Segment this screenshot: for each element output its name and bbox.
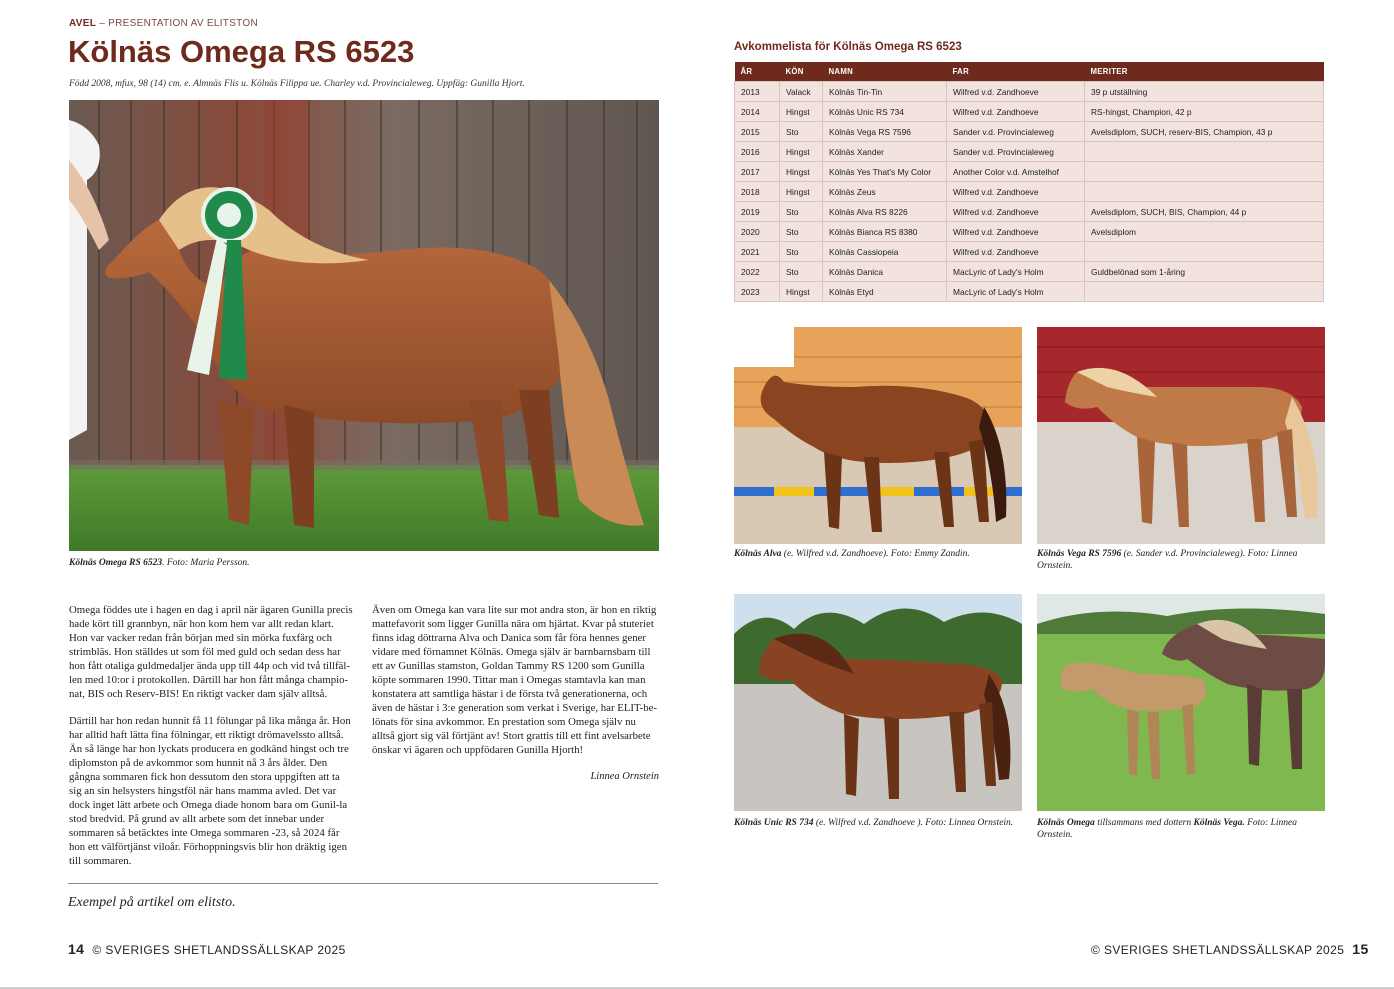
main-photo <box>69 100 659 551</box>
cell-sex: Sto <box>780 122 823 142</box>
cell-sex: Hingst <box>780 102 823 122</box>
cell-name: Kölnäs Yes That's My Color <box>823 162 947 182</box>
cell-year: 2023 <box>735 282 780 302</box>
column-header-sex: KÖN <box>780 62 823 82</box>
photo-caption-text: tillsammans med dottern <box>1094 818 1194 828</box>
article-subline: Född 2008, mfux, 98 (14) cm. e. Almnäs Flis u. Kölnäs Filippa ue. Charley v.d. Provincialeweg. Uppfäg: Gunilla Hjort. <box>69 79 525 89</box>
cell-year: 2018 <box>735 182 780 202</box>
cell-sire: Wilfred v.d. Zandhoeve <box>947 202 1085 222</box>
table-row <box>735 82 1324 102</box>
photo-caption-name: Kölnäs Vega RS 7596 <box>1037 549 1122 559</box>
cell-year: 2020 <box>735 222 780 242</box>
cell-sire: Another Color v.d. Amstelhof <box>947 162 1085 182</box>
cell-year: 2021 <box>735 242 780 262</box>
table-row <box>735 202 1324 222</box>
column-header-name: NAMN <box>823 62 947 82</box>
cell-merits: Avelsdiplom, SUCH, BIS, Champion, 44 p <box>1085 202 1324 222</box>
cell-year: 2019 <box>735 202 780 222</box>
cell-year: 2013 <box>735 82 780 102</box>
cell-sire: Wilfred v.d. Zandhoeve <box>947 242 1085 262</box>
table-row <box>735 122 1324 142</box>
photo-unic-caption <box>734 817 1022 829</box>
footer-copyright-left: © SVERIGES SHETLANDSSÄLLSKAP 2025 <box>92 943 346 957</box>
cell-sex: Hingst <box>780 282 823 302</box>
section-label <box>69 18 258 29</box>
photo-caption-credit: (e. Wilfred v.d. Zandhoeve). Foto: Emmy Zandin. <box>781 549 970 559</box>
photo-omega-foal-caption <box>1037 817 1325 841</box>
cell-merits: Guldbelönad som 1-åring <box>1085 262 1324 282</box>
cell-name: Kölnäs Xander <box>823 142 947 162</box>
cell-sire: Wilfred v.d. Zandhoeve <box>947 82 1085 102</box>
cell-sex: Hingst <box>780 162 823 182</box>
cell-year: 2015 <box>735 122 780 142</box>
table-row <box>735 262 1324 282</box>
table-row <box>735 222 1324 242</box>
photo-caption-name: Kölnäs Omega <box>1037 818 1095 828</box>
column-header-merits: MERITER <box>1085 62 1324 82</box>
cell-name: Kölnäs Danica <box>823 262 947 282</box>
article-signature: Linnea Ornstein <box>590 771 659 782</box>
cell-name: Kölnäs Bianca RS 8380 <box>823 222 947 242</box>
cell-year: 2014 <box>735 102 780 122</box>
cell-name: Kölnäs Vega RS 7596 <box>823 122 947 142</box>
cell-sex: Hingst <box>780 182 823 202</box>
column-header-sire: FAR <box>947 62 1085 82</box>
cell-year: 2016 <box>735 142 780 162</box>
section-name: AVEL <box>69 18 97 29</box>
cell-merits: RS-hingst, Champion, 42 p <box>1085 102 1324 122</box>
cell-name: Kölnäs Etyd <box>823 282 947 302</box>
page-number-left: 14 <box>68 941 85 957</box>
table-row <box>735 242 1324 262</box>
table-row <box>735 182 1324 202</box>
cell-merits <box>1085 182 1324 202</box>
cell-name: Kölnäs Unic RS 734 <box>823 102 947 122</box>
cell-merits: Avelsdiplom, SUCH, reserv-BIS, Champion, 43 p <box>1085 122 1324 142</box>
photo-caption-credit: (e. Wilfred v.d. Zandhoeve ). Foto: Linnea Ornstein. <box>813 818 1014 828</box>
cell-sire: Wilfred v.d. Zandhoeve <box>947 222 1085 242</box>
cell-sex: Sto <box>780 202 823 222</box>
section-subtitle: – PRESENTATION AV ELITSTON <box>99 18 258 29</box>
photo-caption-name: Kölnäs Unic RS 734 <box>734 818 814 828</box>
article-paragraph: Även om Omega kan vara lite sur mot andra ston, är hon en riktig mattefavorit som ligger Gunilla nära om hjärtat. Kvar på stuteriet finns idag döttrarna Alva och Danica som får föra hennes gener vidare med förnamnet Kölnäs. Omega själv är barnbarnsbarn till ett av Gunillas stamston, Goldan Tammy RS 1200 som Gunilla köpte sommaren 1990. Tittar man i Omegas stamtavla kan man konstatera att samtliga hästar i de första två generationerna, och även de hästar i 3:e generation som verkat i Sverige, har ELIT-be-lönats för sina avkommor. En prestation som Omega själv nu alltså gjort sig väl förtjänt av! Stort grattis till ett fint avelsarbete önskar vi ägaren och uppfödaren Gunilla Hjorth! <box>372 604 658 756</box>
table-row <box>735 282 1324 302</box>
cell-name: Kölnäs Alva RS 8226 <box>823 202 947 222</box>
cell-merits: 39 p utställning <box>1085 82 1324 102</box>
photo-vega <box>1037 327 1325 544</box>
photo-alva <box>734 327 1022 544</box>
cell-sex: Hingst <box>780 142 823 162</box>
cell-merits <box>1085 282 1324 302</box>
cell-merits: Avelsdiplom <box>1085 222 1324 242</box>
main-photo-caption-name: Kölnäs Omega RS 6523 <box>69 558 163 568</box>
cell-merits <box>1085 162 1324 182</box>
table-row <box>735 142 1324 162</box>
cell-name: Kölnäs Tin-Tin <box>823 82 947 102</box>
column-header-year: ÅR <box>735 62 780 82</box>
example-note: Exempel på artikel om elitsto. <box>68 895 236 910</box>
offspring-table <box>734 62 1324 302</box>
photo-caption-credit: (e. Sander v.d. Provincialeweg). Foto: Linnea Ornstein. <box>1037 549 1298 571</box>
cell-sire: MacLyric of Lady's Holm <box>947 262 1085 282</box>
article-paragraph: Därtill har hon redan hunnit få 11 fölungar på lika många år. Hon har alltid haft lätta fina fölningar, ett riktigt drömavelssto alltså. Än så länge har hon lyckats producera en godkänd hingst och tre diplomston på de avkommor som hunnit nå 3 års ålder. Den gångna sommaren fick hon dessutom den stora uppgiften att ta sig an sin helsysters hingstföl när hans mamma avled. Det var dock inget lätt arbete och Omega diade honom bara om Gunil-la stod bredvid. På grund av allt arbete som det innebar under sommaren så betäcktes inte Omega sommaren -23, så 2024 får hon ett välförtjänst viloår. Förhoppningsvis blir hon dräktig igen till sommaren. <box>69 715 351 867</box>
cell-sex: Sto <box>780 222 823 242</box>
article-paragraph: Omega föddes ute i hagen en dag i april när ägaren Gunilla precis hade kört till grannbyn, när hon kom hem var allt redan klart. Hon var vacker redan från början med sin mörka fuxfärg och strimbläs. Hon ställdes ut som föl med guld och sedan dess har hon fått otaliga guldmedaljer ända upp till 44p och vid två tillfäl-len med 10:or i protokollen. Därtill har hon fått många champio-nat, BIS och Reserv-BIS! En riktigt vacker dam själv alltså. <box>69 604 353 700</box>
cell-year: 2022 <box>735 262 780 282</box>
cell-merits <box>1085 242 1324 262</box>
table-header-row <box>735 62 1324 82</box>
cell-sire: Wilfred v.d. Zandhoeve <box>947 102 1085 122</box>
cell-sire: Wilfred v.d. Zandhoeve <box>947 182 1085 202</box>
main-photo-caption-credit: . Foto: Maria Persson. <box>162 558 250 568</box>
divider <box>68 883 658 884</box>
article-column-2 <box>372 603 659 784</box>
footer-left <box>60 941 346 957</box>
cell-sire: MacLyric of Lady's Holm <box>947 282 1085 302</box>
table-row <box>735 162 1324 182</box>
photo-vega-caption <box>1037 548 1325 572</box>
cell-sire: Sander v.d. Provincialeweg <box>947 122 1085 142</box>
cell-year: 2017 <box>735 162 780 182</box>
cell-sex: Sto <box>780 242 823 262</box>
main-photo-caption <box>69 557 659 569</box>
photo-omega-foal <box>1037 594 1325 811</box>
cell-sex: Valack <box>780 82 823 102</box>
photo-unic <box>734 594 1022 811</box>
offspring-table-title: Avkommelista för Kölnäs Omega RS 6523 <box>734 41 962 53</box>
cell-merits <box>1085 142 1324 162</box>
footer-right <box>1091 941 1377 957</box>
photo-caption-name-2: Kölnäs Vega. <box>1193 818 1245 828</box>
article-column-1 <box>69 603 355 881</box>
footer-copyright-right: © SVERIGES SHETLANDSSÄLLSKAP 2025 <box>1091 943 1345 957</box>
photo-alva-caption <box>734 548 1022 560</box>
cell-name: Kölnäs Cassiopeia <box>823 242 947 262</box>
article-title: Kölnäs Omega RS 6523 <box>68 34 415 69</box>
table-row <box>735 102 1324 122</box>
photo-caption-name: Kölnäs Alva <box>734 549 782 559</box>
photo-caption-credit: Foto: Linnea Ornstein. <box>1037 818 1297 840</box>
cell-sex: Sto <box>780 262 823 282</box>
cell-sire: Sander v.d. Provincialeweg <box>947 142 1085 162</box>
cell-name: Kölnäs Zeus <box>823 182 947 202</box>
page-number-right: 15 <box>1352 941 1369 957</box>
